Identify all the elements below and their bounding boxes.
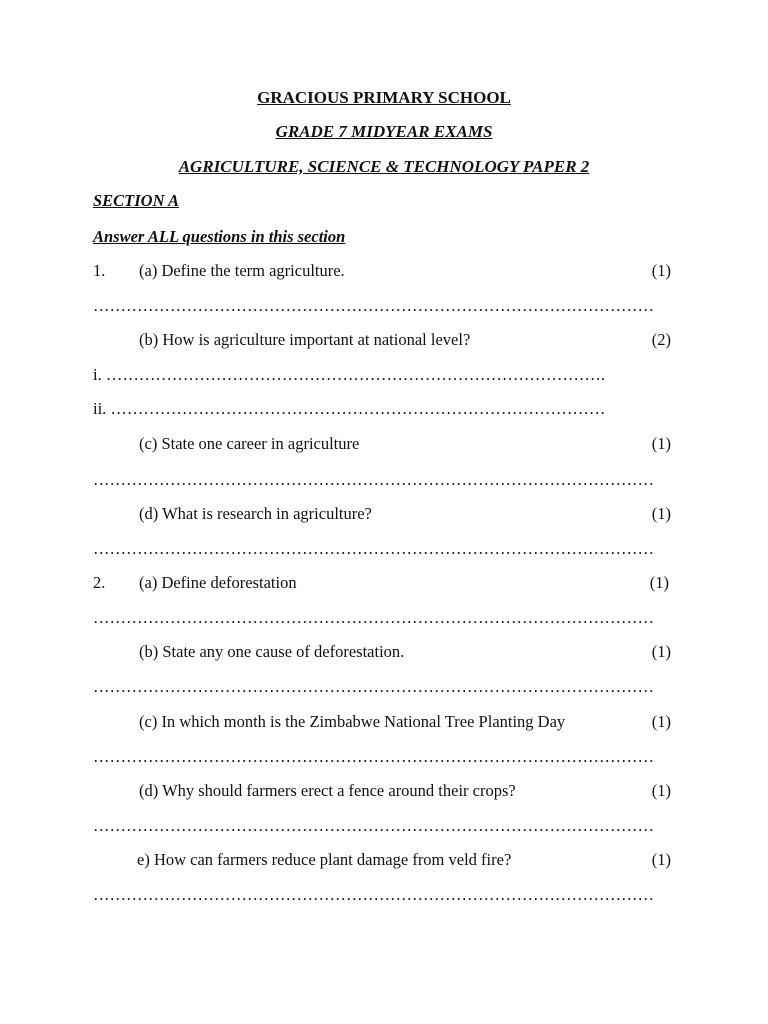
question-marks: (1) [651, 781, 671, 800]
question-marks: (1) [651, 850, 671, 869]
question-text: e) How can farmers reduce plant damage from veld fire? [137, 850, 512, 869]
answer-line[interactable]: ………………………………………………………………………………………… [93, 296, 654, 315]
section-instruction: Answer ALL questions in this section [93, 227, 346, 246]
section-title: SECTION A [93, 191, 180, 210]
question-2b [0, 641, 768, 663]
question-2c [0, 711, 768, 733]
question-text: (d) Why should farmers erect a fence around their crops? [139, 781, 516, 800]
answer-line[interactable]: ………………………………………………………………………………………… [93, 885, 654, 904]
answer-line[interactable]: ………………………………………………………………………………………… [93, 816, 654, 835]
answer-line-i[interactable]: i. ………………………………………………………………………………. [93, 365, 605, 384]
answer-line[interactable]: ………………………………………………………………………………………… [93, 747, 654, 766]
question-text: (c) In which month is the Zimbabwe National Tree Planting Day [139, 712, 566, 731]
question-number: 1. [93, 261, 106, 280]
answer-line[interactable]: ………………………………………………………………………………………… [93, 677, 654, 696]
question-marks: (2) [651, 330, 671, 349]
question-text: (b) How is agriculture important at national level? [139, 330, 471, 349]
question-number: 2. [93, 573, 106, 592]
question-1b [0, 329, 768, 351]
question-marks: (1) [651, 504, 671, 523]
question-marks: (1) [649, 573, 669, 592]
question-text: (a) Define deforestation [139, 573, 297, 592]
exam-title: GRADE 7 MIDYEAR EXAMS [275, 122, 493, 141]
question-1a [0, 260, 768, 282]
question-marks: (1) [651, 261, 671, 280]
question-1c [0, 433, 768, 455]
question-marks: (1) [651, 642, 671, 661]
question-2d [0, 780, 768, 802]
question-text: (d) What is research in agriculture? [139, 504, 372, 523]
question-marks: (1) [651, 434, 671, 453]
paper-title: AGRICULTURE, SCIENCE & TECHNOLOGY PAPER 2 [178, 157, 590, 176]
question-text: (b) State any one cause of deforestation. [139, 642, 405, 661]
answer-line[interactable]: ………………………………………………………………………………………… [93, 608, 654, 627]
answer-line[interactable]: ………………………………………………………………………………………… [93, 539, 654, 558]
question-2e [0, 849, 768, 871]
answer-line[interactable]: ………………………………………………………………………………………… [93, 470, 654, 489]
answer-line-ii[interactable]: ii. ……………………………………………………………………………… [93, 399, 606, 418]
school-name: GRACIOUS PRIMARY SCHOOL [257, 88, 511, 107]
question-marks: (1) [651, 712, 671, 731]
question-text: (a) Define the term agriculture. [139, 261, 345, 280]
question-2a [0, 572, 768, 594]
question-1d [0, 503, 768, 525]
question-text: (c) State one career in agriculture [139, 434, 360, 453]
